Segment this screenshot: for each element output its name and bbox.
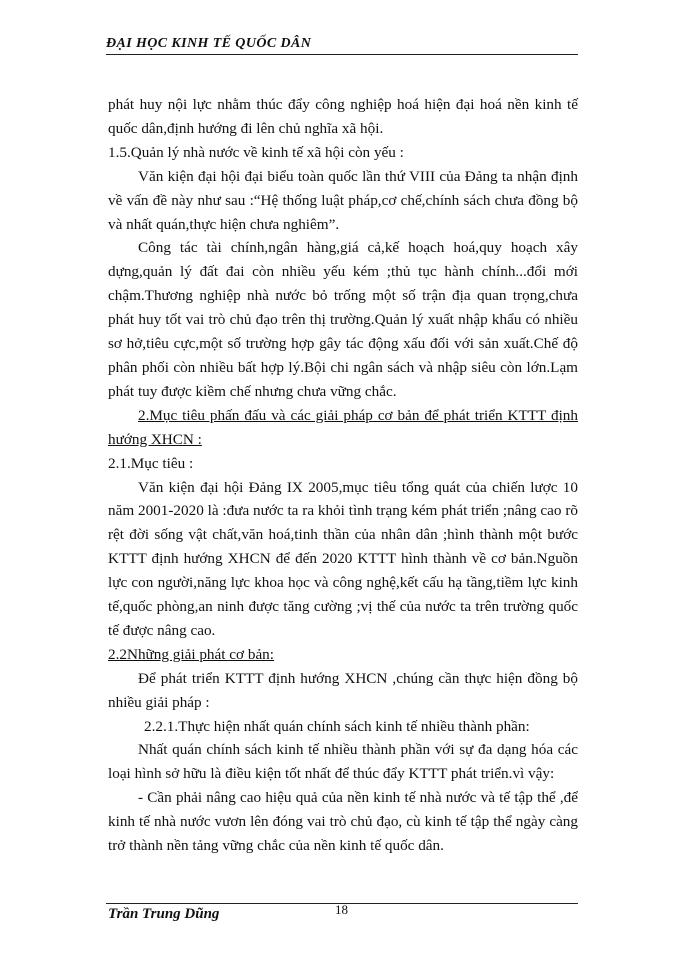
heading-1-5: 1.5.Quản lý nhà nước về kinh tế xã hội còn yếu : bbox=[108, 143, 404, 161]
paragraph-bullet-nang-cao: - Cần phải nâng cao hiệu quả của nền kinh tế nhà nước và tế tập thể ,để kinh tế nhà nước vươn lên đóng vai trò chủ đạo, cù kinh tế tập thể ngày càng trở thành nền tảng vững chắc của nền kinh tế quốc dân. bbox=[108, 789, 578, 855]
paragraph-nhat-quan: Nhất quán chính sách kinh tế nhiều thành phần với sự đa dạng hóa các loại hình sở hữu là điều kiện tốt nhất để thúc đẩy KTTT phát triển.vì vậy: bbox=[108, 741, 578, 783]
heading-2-2: 2.2Những giải phát cơ bản: bbox=[108, 645, 274, 663]
footer-author: Trần Trung Dũng bbox=[108, 906, 220, 922]
paragraph-intro: phát huy nội lực nhằm thúc đẩy công nghiệp hoá hiện đại hoá nền kinh tế quốc dân,định hướng đi lên chủ nghĩa xã hội. bbox=[108, 96, 578, 137]
heading-2-2-1: 2.2.1.Thực hiện nhất quán chính sách kinh tế nhiều thành phần: bbox=[144, 717, 530, 735]
header-divider bbox=[106, 54, 578, 55]
page-number: 18 bbox=[335, 902, 348, 917]
heading-2-muc-tieu-giai-phap: 2.Mục tiêu phấn đấu và các giải pháp cơ bản để phát triển KTTT định hướng XHCN : bbox=[108, 406, 578, 448]
heading-2-1: 2.1.Mục tiêu : bbox=[108, 454, 194, 472]
paragraph-de-phat-trien: Để phát triển KTTT định hướng XHCN ,chúng cần thực hiện đồng bộ nhiều giải pháp : bbox=[108, 669, 578, 711]
paragraph-van-kien-ix: Văn kiện đại hội Đảng IX 2005,mục tiêu tổng quát của chiến lược 10 năm 2001-2020 là :đưa nước ta ra khỏi tình trạng kém phát triển ;nâng cao rõ rệt đời sống vật chất,văn hoá,tinh thần của nhân dân ;hình thành một bước KTTT định hướng XHCN để đến 2020 KTTT hình thành về cơ bản.Nguồn lực con người,năng lực khoa học và công nghệ,kết cấu hạ tầng,tiềm lực kinh tế,quốc phòng,an ninh được tăng cường ;vị thế của nước ta trên trường quốc tế được nâng cao. bbox=[108, 478, 578, 639]
document-body bbox=[108, 93, 578, 858]
paragraph-van-kien-viii: Văn kiện đại hội đại biểu toàn quốc lần thứ VIII của Đảng ta nhận định về vấn đề này như sau :“Hệ thống luật pháp,cơ chế,chính sách chưa đồng bộ và nhất quán,thực hiện chưa nghiêm”. bbox=[108, 167, 578, 233]
page-header-title: ĐẠI HỌC KINH TẾ QUỐC DÂN bbox=[106, 36, 312, 51]
paragraph-cong-tac-tai-chinh: Công tác tài chính,ngân hàng,giá cả,kế hoạch hoá,quy hoạch xây dựng,quản lý đất đai còn nhiều yếu kém ;thủ tục hành chính...đổi mới chậm.Thương nghiệp nhà nước bỏ trống một số trận địa quan trọng,chưa phát huy tốt vai trò chủ đạo trên thị trường.Quản lý xuất nhập khẩu có nhiều sơ hở,tiêu cực,một số trường hợp gây tác động xấu đối với sản xuất.Chế độ phân phối còn nhiều bất hợp lý.Bội chi ngân sách và nhập siêu còn lớn.Lạm phát tuy được kiềm chế nhưng chưa vững chắc. bbox=[108, 239, 578, 400]
